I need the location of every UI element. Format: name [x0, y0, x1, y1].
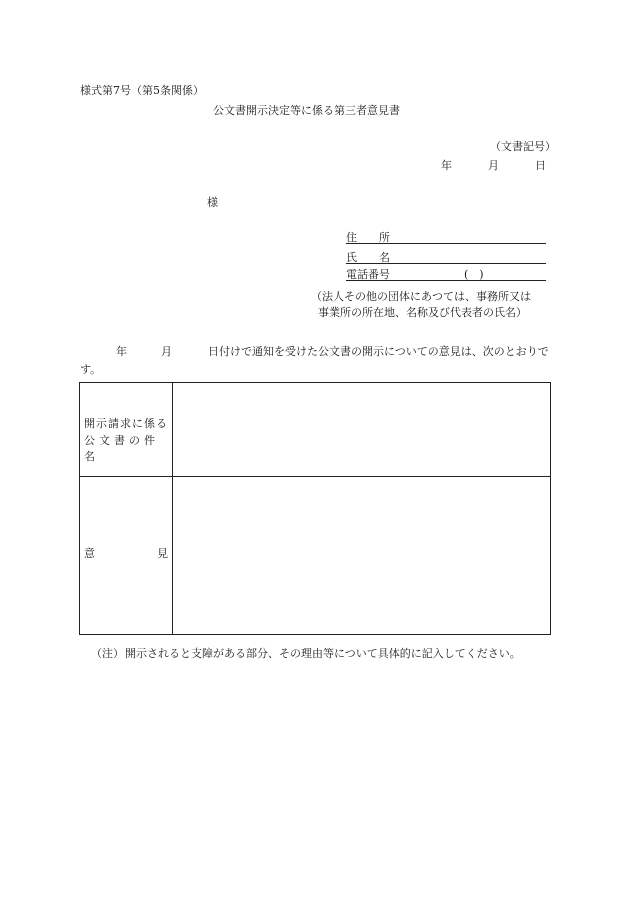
phone-area-code: ( ): [464, 268, 484, 281]
opinion-row: [80, 476, 550, 634]
footnote-mark: （注）: [91, 647, 124, 660]
name-label: 氏 名: [346, 251, 390, 264]
addressee-suffix: 様: [207, 196, 218, 209]
address-field[interactable]: [346, 229, 546, 244]
phone-label: 電話番号: [346, 268, 390, 281]
document-title: 公文書開示決定等に係る第三者意見書: [213, 104, 400, 117]
statement-text: [80, 343, 555, 379]
footnote: [91, 645, 521, 661]
corporate-note-line2: 事業所の所在地、名称及び代表者の氏名）: [318, 306, 527, 319]
footnote-text: 開示されると支障がある部分、その理由等について具体的に記入してください。: [125, 647, 521, 660]
opinion-table: [79, 382, 551, 635]
corporate-note-line1: （法人その他の団体にあつては、事務所又は: [311, 290, 531, 303]
table-divider: [172, 383, 173, 634]
opinion-label: [84, 545, 168, 561]
date-year: 年: [441, 159, 452, 172]
subject-label-line1: 開示請求に係る: [84, 417, 168, 430]
opinion-char2: 見: [157, 547, 168, 560]
notice-month: 月: [161, 345, 172, 358]
notice-year: 年: [116, 345, 127, 358]
subject-label-line2: 公文書の件名: [84, 434, 159, 463]
name-field[interactable]: [346, 249, 546, 264]
date-day: 日: [535, 159, 546, 172]
opinion-char1: 意: [84, 547, 95, 560]
date-month: 月: [488, 159, 499, 172]
address-label: 住 所: [346, 231, 390, 244]
subject-row: [80, 383, 550, 477]
statement-body: 日付けで通知を受けた公文書の開示についての意見は、次のとおりです。: [80, 345, 549, 376]
form-number: 様式第7号（第5条関係）: [80, 84, 204, 97]
phone-field[interactable]: [346, 266, 546, 281]
document-reference: （文書記号）: [490, 140, 556, 153]
